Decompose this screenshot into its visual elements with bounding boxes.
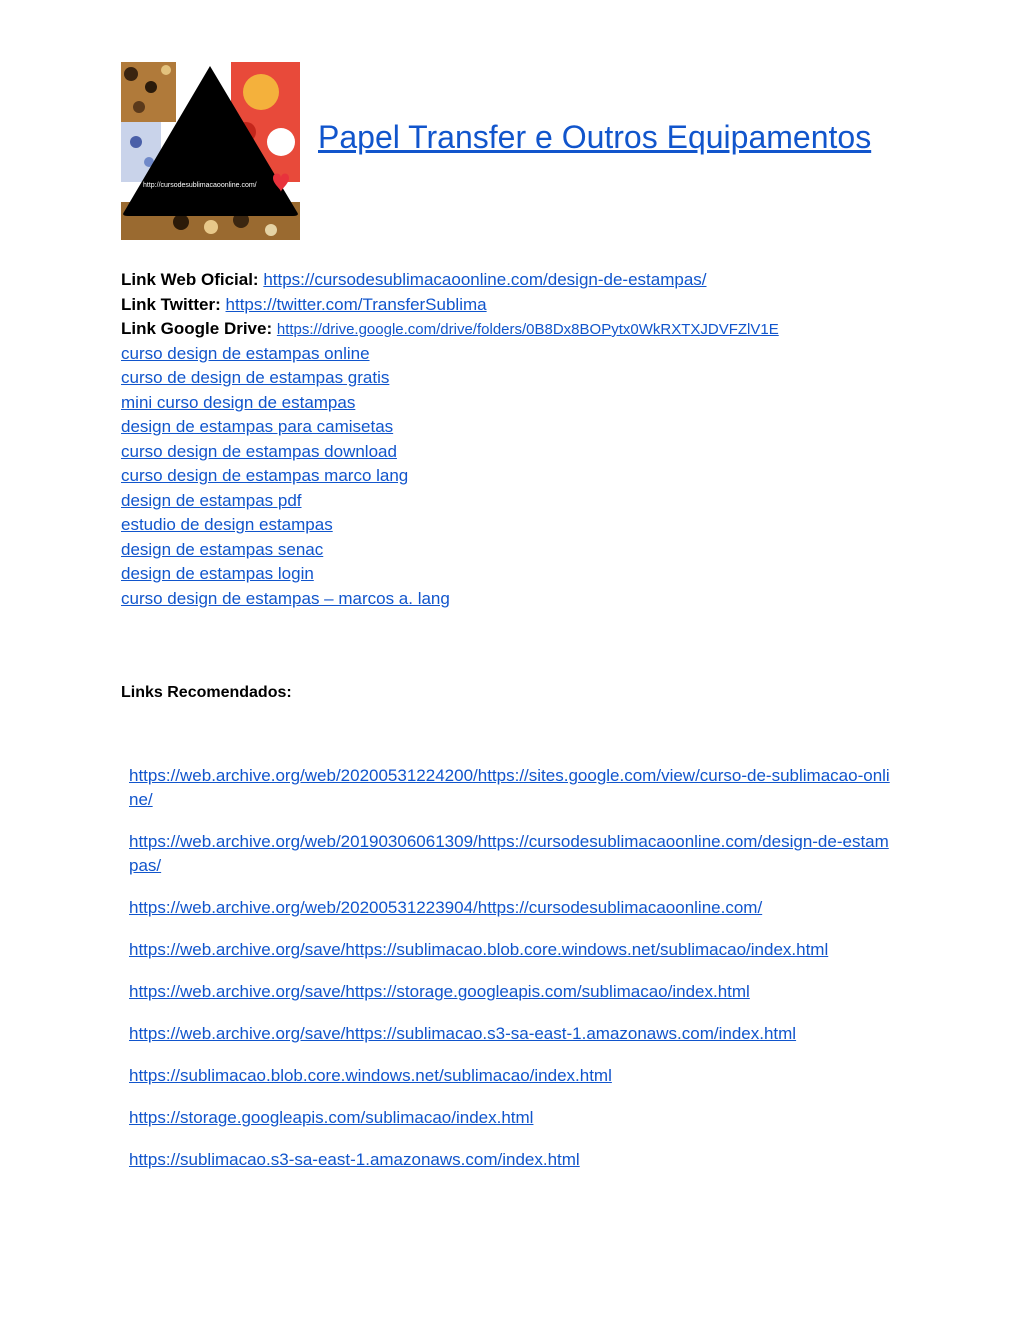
keyword-link[interactable]: curso de design de estampas gratis <box>121 368 390 387</box>
recommended-link[interactable]: https://sublimacao.blob.core.windows.net/sublimacao/index.html <box>129 1066 612 1085</box>
keyword-link[interactable]: estudio de design estampas <box>121 515 333 534</box>
drive-link-row <box>121 317 779 342</box>
twitter-link-label: Link Twitter: <box>121 294 221 314</box>
keyword-link[interactable]: curso design de estampas marco lang <box>121 466 409 485</box>
logo-artwork <box>121 62 300 240</box>
web-link-label: Link Web Oficial: <box>121 270 259 289</box>
logo-image <box>121 62 300 240</box>
twitter-link-row <box>121 293 779 318</box>
drive-link-label: Link Google Drive: <box>121 319 273 338</box>
logo-url-text: http://cursodesublimacaoonline.com/ <box>143 182 257 189</box>
recommended-heading: Links Recomendados: <box>121 684 292 701</box>
recommended-link[interactable]: https://web.archive.org/save/https://sublimacao.s3-sa-east-1.amazonaws.com/index.html <box>129 1024 797 1043</box>
info-block <box>121 268 779 611</box>
keyword-link[interactable]: design de estampas login <box>121 564 314 583</box>
page-title-link[interactable]: Papel Transfer e Outros Equipamentos <box>318 119 872 155</box>
web-link[interactable]: https://cursodesublimacaoonline.com/design-de-estampas/ <box>263 270 707 289</box>
keyword-link[interactable]: design de estampas senac <box>121 539 324 559</box>
recommended-link[interactable]: https://sublimacao.s3-sa-east-1.amazonaws.com/index.html <box>129 1150 580 1169</box>
recommended-link[interactable]: https://web.archive.org/save/https://sublimacao.blob.core.windows.net/sublimacao/index.html <box>129 940 829 959</box>
keyword-link[interactable]: design de estampas pdf <box>121 490 302 510</box>
keyword-link[interactable]: curso design de estampas – marcos a. lang <box>121 588 450 608</box>
twitter-link[interactable]: https://twitter.com/TransferSublima <box>225 294 487 314</box>
recommended-link[interactable]: https://web.archive.org/web/20200531224200/https://sites.google.com/view/curso-de-sublimacao-online/ <box>129 766 890 809</box>
web-link-row <box>121 268 779 293</box>
recommended-link[interactable]: https://web.archive.org/save/https://storage.googleapis.com/sublimacao/index.html <box>129 982 750 1001</box>
keyword-link[interactable]: curso design de estampas download <box>121 441 397 461</box>
keyword-link[interactable]: curso design de estampas online <box>121 343 370 363</box>
recommended-link[interactable]: https://web.archive.org/web/20200531223904/https://cursodesublimacaoonline.com/ <box>129 898 763 917</box>
recommended-links-list <box>129 764 894 1190</box>
recommended-link[interactable]: https://storage.googleapis.com/sublimacao/index.html <box>129 1108 534 1127</box>
keyword-link[interactable]: design de estampas para camisetas <box>121 417 394 436</box>
keyword-link[interactable]: mini curso design de estampas <box>121 392 356 412</box>
recommended-link[interactable]: https://web.archive.org/web/20190306061309/https://cursodesublimacaoonline.com/design-de-estampas/ <box>129 832 889 875</box>
drive-link[interactable]: https://drive.google.com/drive/folders/0B8Dx8BOPytx0WkRXTXJDVFZlV1E <box>276 321 779 338</box>
